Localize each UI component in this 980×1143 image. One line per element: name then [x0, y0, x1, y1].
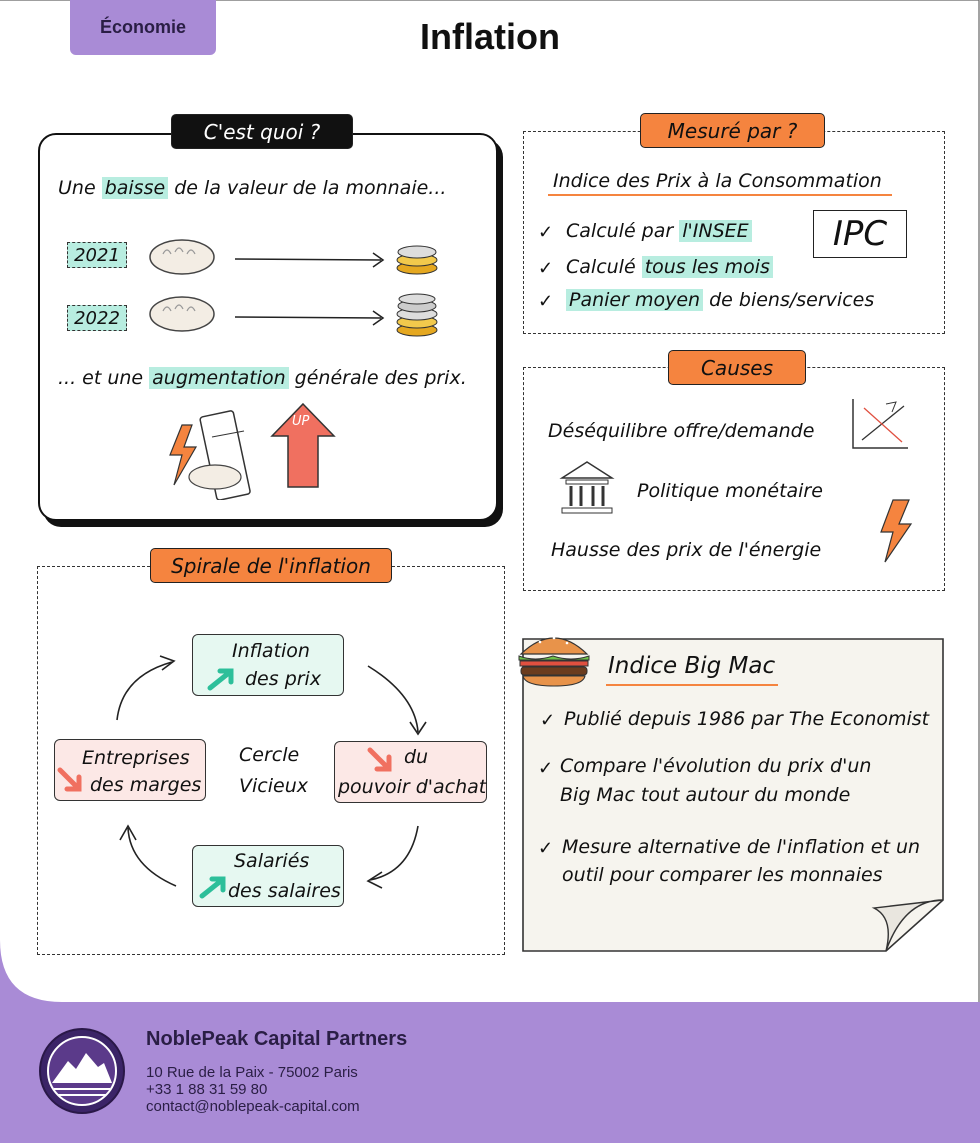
burger-icon	[515, 626, 593, 688]
cause-3: Hausse des prix de l'énergie	[551, 539, 822, 561]
bigmac-item-3a: Mesure alternative de l'inflation et un	[562, 836, 921, 858]
check-icon: ✓	[538, 838, 554, 858]
supply-demand-icon	[850, 396, 912, 452]
bigmac-item-2b: Big Mac tout autour du monde	[560, 784, 851, 806]
check-icon: ✓	[538, 258, 554, 278]
company-phone: +33 1 88 31 59 80	[146, 1081, 268, 1098]
bigmac-underline	[606, 684, 778, 686]
bigmac-item-1: Publié depuis 1986 par The Economist	[564, 708, 930, 730]
bank-icon	[558, 458, 616, 516]
check-icon: ✓	[538, 222, 554, 242]
down-red-arrow-icon	[56, 766, 86, 794]
causes-badge: Causes	[668, 350, 806, 385]
spiral-top-line1: Inflation	[232, 640, 310, 662]
company-logo	[38, 1027, 126, 1115]
spiral-badge: Spirale de l'inflation	[150, 548, 392, 583]
year-2021: 2021	[67, 242, 127, 268]
spiral-left-line1: Entreprises	[82, 747, 190, 769]
year-2022: 2022	[67, 305, 127, 331]
spiral-center-line2: Vicieux	[239, 775, 308, 797]
spiral-bottom-line1: Salariés	[234, 850, 310, 872]
company-address: 10 Rue de la Paix - 75002 Paris	[146, 1064, 358, 1081]
spiral-right-line1: du	[404, 746, 429, 768]
measured-item-1: Calculé par l'INSEE	[566, 220, 752, 242]
company-email[interactable]: contact@noblepeak-capital.com	[146, 1098, 360, 1115]
ipc-acronym: IPC	[813, 210, 907, 258]
what-line2: ... et une augmentation générale des prix.	[58, 367, 467, 389]
cause-1: Déséquilibre offre/demande	[548, 420, 815, 442]
check-icon: ✓	[538, 291, 554, 311]
bigmac-title: Indice Big Mac	[608, 653, 776, 679]
spiral-center-line1: Cercle	[239, 744, 300, 766]
bigmac-item-2a: Compare l'évolution du prix d'un	[560, 755, 872, 777]
page-title: Inflation	[420, 16, 560, 57]
measured-item-3: Panier moyen de biens/services	[566, 289, 874, 311]
spiral-right-line2: pouvoir d'achat	[338, 776, 487, 798]
spiral-bottom-line2: des salaires	[228, 880, 341, 902]
bread-to-coins-2021	[145, 232, 445, 282]
check-icon: ✓	[540, 710, 556, 730]
measured-badge: Mesuré par ?	[640, 113, 825, 148]
spiral-arrows	[100, 650, 440, 900]
lightning-icon	[875, 496, 919, 566]
up-label: UP	[292, 414, 310, 429]
bread-to-coins-2022	[145, 290, 445, 340]
check-icon: ✓	[538, 758, 554, 778]
spiral-left-line2: des marges	[90, 774, 202, 796]
index-name: Indice des Prix à la Consommation	[553, 170, 882, 192]
bigmac-item-3b: outil pour comparer les monnaies	[562, 864, 883, 886]
cause-2: Politique monétaire	[637, 480, 823, 502]
spiral-top-line2: des prix	[245, 668, 322, 690]
what-line1: Une baisse de la valeur de la monnaie...	[58, 177, 447, 199]
category-tag: Économie	[70, 0, 216, 55]
measured-item-2: Calculé tous les mois	[566, 256, 773, 278]
company-name: NoblePeak Capital Partners	[146, 1028, 408, 1050]
what-badge: C'est quoi ?	[171, 114, 353, 149]
index-underline	[548, 194, 892, 196]
